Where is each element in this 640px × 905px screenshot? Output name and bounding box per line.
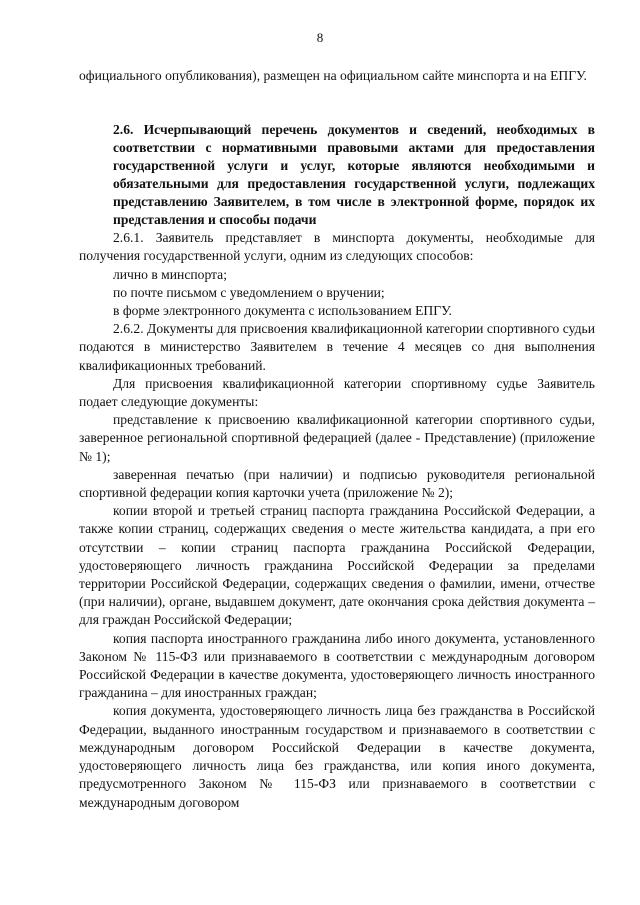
list-item-electronic: в форме электронного документа с использованием ЕПГУ. [113, 303, 452, 319]
list-item-passport-copies: копии второй и третьей страниц паспорта гражданина Российской Федерации, а также копии страниц, содержащих сведения о месте жительства кандидата, а при его отсутствии – копии страниц паспорта гражданина Российской Федерации, удостоверяющего личность гражданина Российской Федерации за пределами территории Российской Федерации, содержащих сведения о фамилии, имени, отчестве (при наличии), органе, выдавшем документ, дате окончания срока действия документа – для граждан Российской Федерации; [79, 503, 595, 628]
list-item-foreign-passport: копия паспорта иностранного гражданина либо иного документа, установленного Законом № 115-ФЗ или признаваемого в соответствии с международным договором Российской Федерации в качестве документа, удостоверяющего личность иностранного гражданина – для иностранных граждан; [79, 630, 595, 701]
paragraph-continuation: официального опубликования), размещен на официальном сайте минспорта и на ЕПГУ. [79, 68, 587, 83]
list-item-stateless-document: копия документа, удостоверяющего личность лица без гражданства в Российской Федерации, выданного иностранным государством и признаваемого в соответствии с международным договором Российской Федерации в качестве документа, удостоверяющего личность лица без гражданства, или копия иного документа, предусмотренного Законом № 115-ФЗ или признаваемого в соответствии с международным договором [79, 703, 595, 810]
page-number: 8 [316, 30, 324, 45]
list-item-registration-card: заверенная печатью (при наличии) и подписью руководителя региональной спортивной федерации копия карточки учета (приложение № 2); [79, 466, 595, 501]
section-heading: 2.6. Исчерпывающий перечень документов и сведений, необходимых в соответствии с нормативными правовыми актами для предоставления государственной услуги и услуг, которые являются необходимыми и обязательными для предоставления государственной услуги, подлежащих представлению Заявителем, в том числе в электронной форме, порядок их представления и способы подачи [113, 122, 595, 228]
paragraph-2-6-1: 2.6.1. Заявитель представляет в минспорта документы, необходимые для получения государственной услуги, одним из следующих способов: [79, 230, 595, 264]
list-item-representation: представление к присвоению квалификационной категории спортивного судьи, заверенное региональной спортивной федерацией (далее - Представление) (приложение № 1); [79, 412, 595, 464]
list-item-in-person: лично в минспорта; [113, 266, 227, 282]
paragraph-2-6-2: 2.6.2. Документы для присвоения квалификационной категории спортивного судьи подаются в министерство Заявителем в течение 4 месяцев со дня выполнения квалификационных требований. [79, 321, 595, 373]
list-item-by-mail: по почте письмом с уведомлением о вручении; [113, 284, 385, 300]
document-body [79, 67, 595, 812]
paragraph-documents-intro: Для присвоения квалификационной категории спортивному судье Заявитель подает следующие документы: [79, 375, 595, 410]
